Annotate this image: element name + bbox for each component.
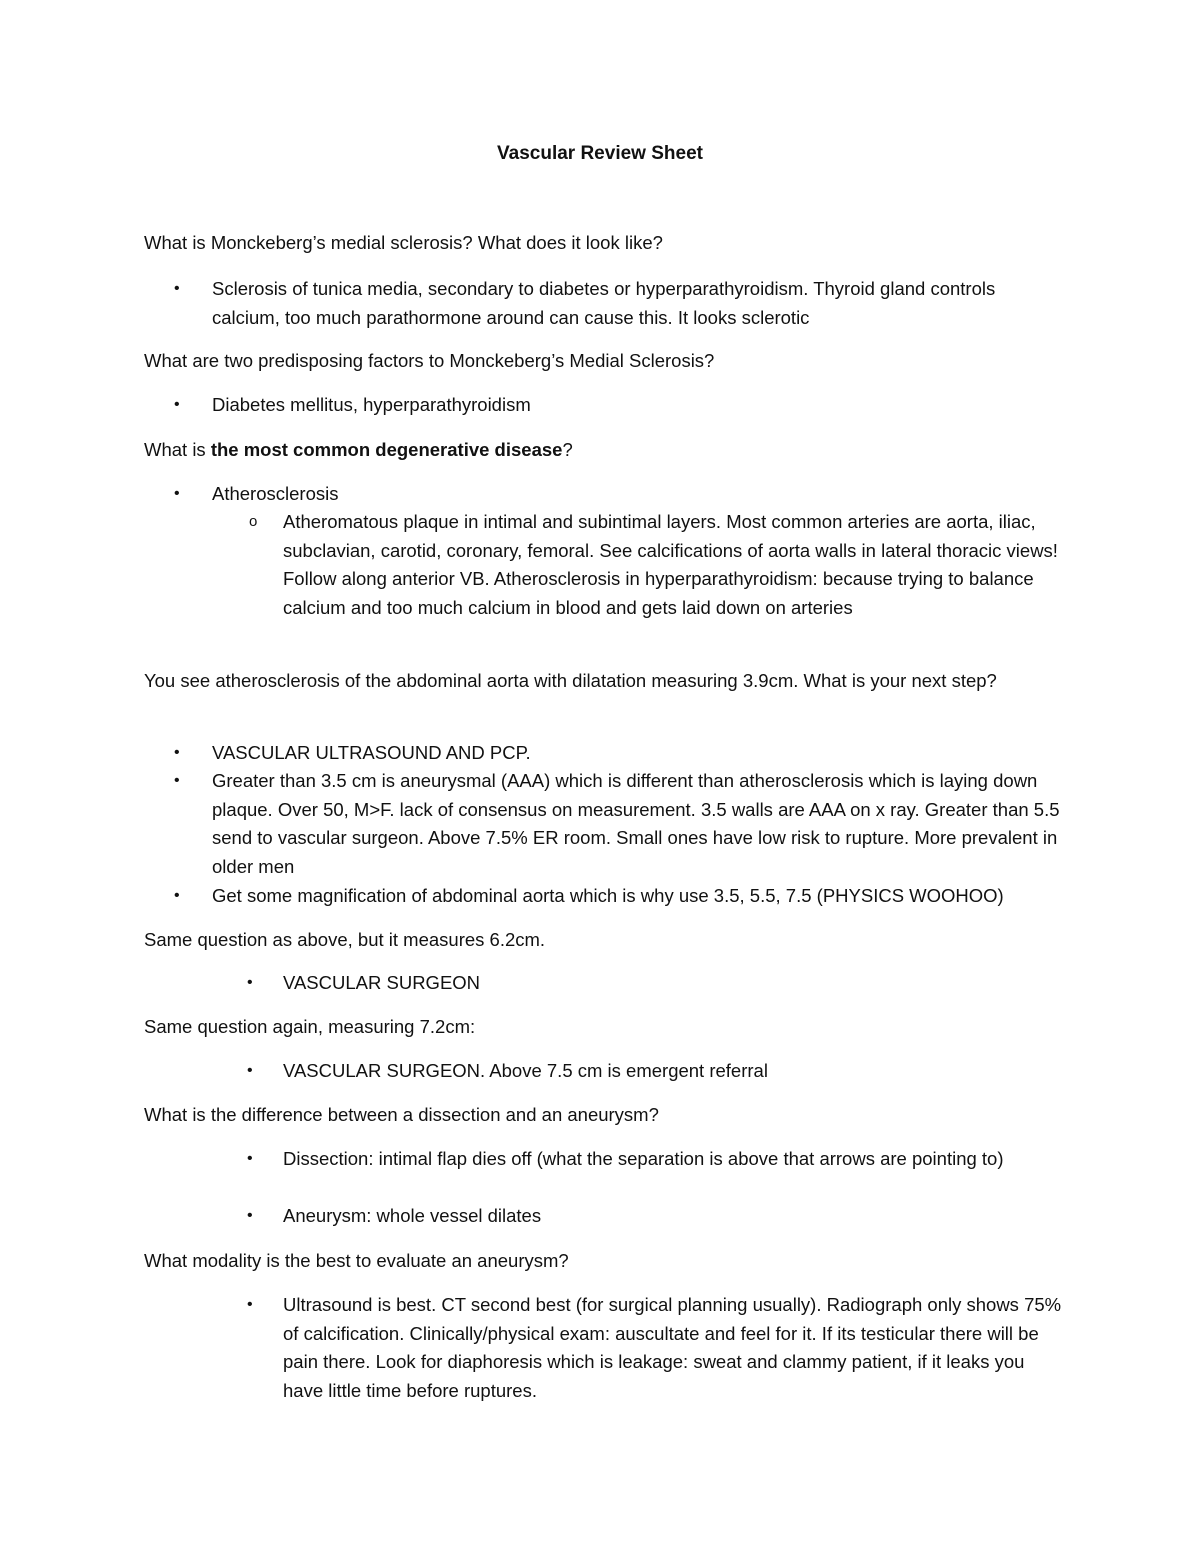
answer-1-1: [174, 275, 1062, 332]
answer-2-1: [174, 391, 1062, 420]
question-5: Same question as above, but it measures 6.2cm.: [144, 929, 546, 950]
answer-3-1: [174, 480, 1062, 509]
answer-4-1: [174, 739, 1062, 768]
bullet-icon: •: [174, 396, 180, 413]
bullet-icon: •: [247, 1296, 253, 1313]
answer-text: Get some magnification of abdominal aorta which is why use 3.5, 5.5, 7.5 (PHYSICS WOOHOO): [212, 885, 1004, 906]
answer-7-2: [247, 1202, 1063, 1231]
question-8: What modality is the best to evaluate an aneurysm?: [144, 1250, 569, 1271]
bullet-icon: •: [247, 1207, 253, 1224]
sub-bullet-icon: o: [249, 513, 258, 530]
bullet-icon: •: [174, 772, 180, 789]
answer-4-2: [174, 767, 1062, 881]
question-2: What are two predisposing factors to Monckeberg’s Medial Sclerosis?: [144, 350, 715, 371]
question-1: What is Monckeberg’s medial sclerosis? What does it look like?: [144, 232, 663, 253]
answer-5-1: [247, 969, 1063, 998]
answer-text: VASCULAR SURGEON: [283, 972, 481, 993]
question-4: You see atherosclerosis of the abdominal aorta with dilatation measuring 3.9cm. What is your next step?: [144, 670, 997, 691]
question-6: Same question again, measuring 7.2cm:: [144, 1016, 476, 1037]
answer-7-1: [247, 1145, 1063, 1174]
bullet-icon: •: [174, 485, 180, 502]
bullet-icon: •: [247, 1062, 253, 1079]
answer-text: Sclerosis of tunica media, secondary to diabetes or hyperparathyroidism. Thyroid gland controls calcium, too much parathormone around can cause this. It looks sclerotic: [212, 278, 996, 328]
bullet-icon: •: [247, 974, 253, 991]
bullet-icon: •: [174, 744, 180, 761]
answer-text: Aneurysm: whole vessel dilates: [283, 1205, 542, 1226]
question-7: What is the difference between a dissection and an aneurysm?: [144, 1104, 659, 1125]
answer-4-3: [174, 882, 1062, 911]
answer-text: Diabetes mellitus, hyperparathyroidism: [212, 394, 531, 415]
answer-8-1: [247, 1291, 1063, 1405]
bullet-icon: •: [174, 280, 180, 297]
sub-answer-3-1: [249, 508, 1063, 622]
answer-6-1: [247, 1057, 1063, 1086]
document-title: Vascular Review Sheet: [497, 143, 703, 164]
question-suffix: ?: [562, 439, 573, 460]
answer-text: VASCULAR ULTRASOUND AND PCP.: [212, 742, 531, 763]
question-prefix: What is: [144, 439, 211, 460]
bullet-icon: •: [247, 1150, 253, 1167]
answer-text: Ultrasound is best. CT second best (for surgical planning usually). Radiograph only shows 75% of calcification. Clinically/physical exam: auscultate and feel for it. If its testicular there will be pain there. Look for diaphoresis which is leakage: sweat and clammy patient, if it leaks you have little time before ruptures.: [283, 1294, 1062, 1401]
bullet-icon: •: [174, 887, 180, 904]
answer-text: Greater than 3.5 cm is aneurysmal (AAA) which is different than atherosclerosis which is laying down plaque. Over 50, M>F. lack of consensus on measurement. 3.5 walls are AAA on x ray. Greater than 5.5 send to vascular surgeon. Above 7.5% ER room. Small ones have low risk to rupture. More prevalent in older men: [212, 770, 1060, 877]
answer-text: VASCULAR SURGEON. Above 7.5 cm is emergent referral: [283, 1060, 768, 1081]
answer-text: Dissection: intimal flap dies off (what the separation is above that arrows are pointing to): [283, 1148, 1004, 1169]
question-3: [144, 436, 1044, 465]
sub-answer-text: Atheromatous plaque in intimal and subintimal layers. Most common arteries are aorta, iliac, subclavian, carotid, coronary, femoral. See calcifications of aorta walls in lateral thoracic views! Follow along anterior VB. Atherosclerosis in hyperparathyroidism: because trying to balance calcium and too much calcium in blood and gets laid down on arteries: [283, 511, 1058, 618]
answer-text: Atherosclerosis: [212, 483, 339, 504]
question-emphasis: the most common degenerative disease: [210, 439, 563, 460]
